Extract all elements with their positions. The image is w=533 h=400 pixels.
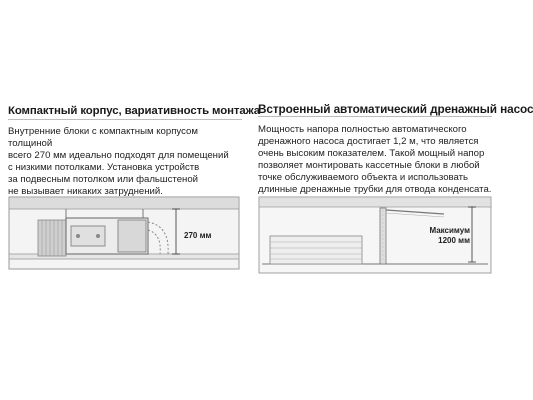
section-title: Компактный корпус, вариативность монтажа <box>8 105 260 117</box>
section-text: Внутренние блоки с компактным корпусом толщиной всего 270 мм идеально подходят для помещений с низкими потолками. Установка устройств за подвесным потолком или фальшстеной не вызывает никаких затруднений. <box>8 126 229 197</box>
title-divider <box>8 119 242 120</box>
drain-pump-diagram <box>258 196 492 276</box>
section-text: Мощность напора полностью автоматического дренажного насоса достигает 1,2 м, что является очень высоким показателем. Такой мощный напор позволяет монтировать кассетные блоки в любой точке обслуживаемого объекта и использовать длинные дренажные трубки для отвода конденсата. <box>258 124 492 195</box>
title-divider <box>258 116 492 117</box>
max-height-label-line2: 1200 мм <box>438 236 470 245</box>
max-height-label-line1: Максимум <box>429 226 470 235</box>
duct-icon <box>38 220 66 256</box>
cassette-unit-icon <box>270 236 362 264</box>
height-label: 270 мм <box>184 231 212 240</box>
ceiling-install-diagram <box>8 196 240 270</box>
section-title: Встроенный автоматический дренажный насос <box>258 102 533 116</box>
